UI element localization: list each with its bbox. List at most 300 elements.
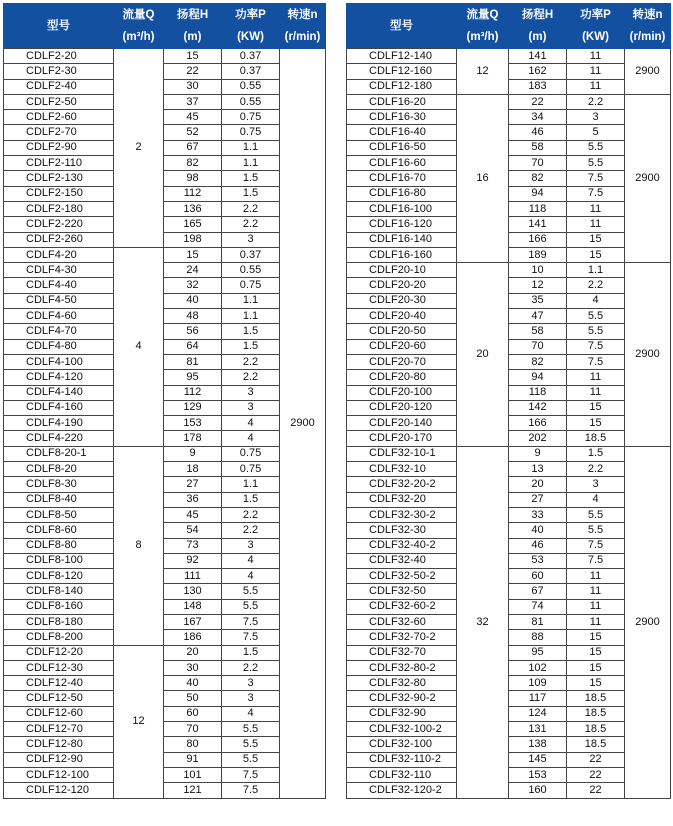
model-cell: CDLF2-90: [4, 140, 114, 155]
model-cell: CDLF8-80: [4, 538, 114, 553]
table-row: [4, 125, 326, 140]
model-cell: CDLF16-70: [347, 171, 457, 186]
head-cell: 12: [509, 278, 567, 293]
power-cell: 15: [567, 232, 625, 247]
header-power: 功率P: [567, 4, 625, 27]
table-row: [347, 49, 671, 64]
table-row: [4, 645, 326, 660]
table-row: [347, 462, 671, 477]
power-cell: 2.2: [222, 523, 280, 538]
power-cell: 4: [222, 706, 280, 721]
head-cell: 117: [509, 691, 567, 706]
table-row: [347, 584, 671, 599]
model-cell: CDLF8-50: [4, 507, 114, 522]
model-cell: CDLF20-120: [347, 400, 457, 415]
model-cell: CDLF32-30-2: [347, 507, 457, 522]
head-cell: 141: [509, 49, 567, 64]
power-cell: 15: [567, 630, 625, 645]
head-cell: 50: [164, 691, 222, 706]
power-cell: 2.2: [567, 462, 625, 477]
table-row: [4, 64, 326, 79]
head-cell: 109: [509, 676, 567, 691]
power-cell: 1.1: [222, 309, 280, 324]
power-cell: 5.5: [567, 324, 625, 339]
head-cell: 60: [509, 569, 567, 584]
head-cell: 46: [509, 125, 567, 140]
table-row: [347, 247, 671, 262]
model-cell: CDLF20-170: [347, 431, 457, 446]
model-cell: CDLF2-50: [4, 94, 114, 109]
model-cell: CDLF12-90: [4, 752, 114, 767]
head-cell: 95: [509, 645, 567, 660]
model-cell: CDLF2-260: [4, 232, 114, 247]
table-row: [347, 538, 671, 553]
model-cell: CDLF12-60: [4, 706, 114, 721]
head-cell: 9: [509, 446, 567, 461]
model-cell: CDLF32-70: [347, 645, 457, 660]
head-cell: 35: [509, 293, 567, 308]
head-cell: 145: [509, 752, 567, 767]
model-cell: CDLF16-80: [347, 186, 457, 201]
table-row: [347, 737, 671, 752]
power-cell: 11: [567, 370, 625, 385]
speed-cell: 2900: [280, 49, 326, 799]
power-cell: 22: [567, 783, 625, 798]
head-cell: 40: [509, 523, 567, 538]
table-row: [4, 232, 326, 247]
power-cell: 2.2: [222, 354, 280, 369]
table-row: [4, 94, 326, 109]
model-cell: CDLF2-70: [4, 125, 114, 140]
head-cell: 153: [164, 416, 222, 431]
power-cell: 5.5: [222, 584, 280, 599]
head-cell: 94: [509, 370, 567, 385]
head-cell: 81: [509, 614, 567, 629]
model-cell: CDLF4-60: [4, 309, 114, 324]
flow-cell: 2: [114, 49, 164, 248]
power-cell: 1.5: [222, 492, 280, 507]
power-cell: 7.5: [567, 354, 625, 369]
model-cell: CDLF12-70: [4, 722, 114, 737]
power-cell: 0.75: [222, 462, 280, 477]
model-cell: CDLF32-100: [347, 737, 457, 752]
head-cell: 112: [164, 385, 222, 400]
model-cell: CDLF12-20: [4, 645, 114, 660]
model-cell: CDLF32-10: [347, 462, 457, 477]
table-row: [4, 49, 326, 64]
table-row: [4, 569, 326, 584]
power-cell: 5: [567, 125, 625, 140]
table-row: [4, 752, 326, 767]
speed-cell: 2900: [625, 263, 671, 447]
power-cell: 5.5: [222, 599, 280, 614]
head-cell: 32: [164, 278, 222, 293]
model-cell: CDLF12-40: [4, 676, 114, 691]
table-row: [4, 354, 326, 369]
head-cell: 10: [509, 263, 567, 278]
power-cell: 11: [567, 201, 625, 216]
table-row: [347, 110, 671, 125]
header-flow-unit: (m³/h): [457, 26, 509, 49]
model-cell: CDLF8-40: [4, 492, 114, 507]
power-cell: 5.5: [567, 156, 625, 171]
head-cell: 45: [164, 110, 222, 125]
table-row: [347, 553, 671, 568]
table-row: [4, 293, 326, 308]
power-cell: 15: [567, 416, 625, 431]
table-row: [347, 186, 671, 201]
power-cell: 11: [567, 599, 625, 614]
header-model: 型号: [347, 4, 457, 49]
header-speed-unit: (r/min): [280, 26, 326, 49]
head-cell: 138: [509, 737, 567, 752]
head-cell: 9: [164, 446, 222, 461]
power-cell: 0.37: [222, 64, 280, 79]
pump-spec-table-right: [346, 3, 671, 799]
head-cell: 142: [509, 400, 567, 415]
power-cell: 4: [222, 416, 280, 431]
table-row: [347, 767, 671, 782]
head-cell: 121: [164, 783, 222, 798]
head-cell: 82: [509, 171, 567, 186]
model-cell: CDLF2-60: [4, 110, 114, 125]
power-cell: 18.5: [567, 431, 625, 446]
table-row: [347, 232, 671, 247]
head-cell: 101: [164, 767, 222, 782]
model-cell: CDLF12-50: [4, 691, 114, 706]
head-cell: 98: [164, 171, 222, 186]
power-cell: 7.5: [222, 783, 280, 798]
table-row: [347, 676, 671, 691]
model-cell: CDLF20-80: [347, 370, 457, 385]
table-row: [4, 538, 326, 553]
table-row: [4, 630, 326, 645]
table-row: [347, 140, 671, 155]
table-row: [347, 400, 671, 415]
table-row: [347, 385, 671, 400]
table-row: [4, 370, 326, 385]
model-cell: CDLF20-30: [347, 293, 457, 308]
table-row: [347, 569, 671, 584]
power-cell: 3: [567, 477, 625, 492]
flow-cell: 20: [457, 263, 509, 447]
power-cell: 22: [567, 752, 625, 767]
head-cell: 165: [164, 217, 222, 232]
head-cell: 73: [164, 538, 222, 553]
table-row: [4, 706, 326, 721]
power-cell: 22: [567, 767, 625, 782]
table-row: [347, 722, 671, 737]
power-cell: 3: [222, 385, 280, 400]
header-power-unit: (KW): [222, 26, 280, 49]
power-cell: 0.55: [222, 94, 280, 109]
power-cell: 3: [222, 400, 280, 415]
model-cell: CDLF32-110: [347, 767, 457, 782]
head-cell: 183: [509, 79, 567, 94]
model-cell: CDLF2-180: [4, 201, 114, 216]
table-row: [4, 201, 326, 216]
head-cell: 30: [164, 660, 222, 675]
head-cell: 202: [509, 431, 567, 446]
model-cell: CDLF20-20: [347, 278, 457, 293]
power-cell: 2.2: [222, 370, 280, 385]
model-cell: CDLF32-50-2: [347, 569, 457, 584]
power-cell: 18.5: [567, 706, 625, 721]
power-cell: 1.1: [222, 140, 280, 155]
model-cell: CDLF4-30: [4, 263, 114, 278]
head-cell: 22: [509, 94, 567, 109]
power-cell: 7.5: [567, 186, 625, 201]
head-cell: 56: [164, 324, 222, 339]
table-row: [347, 752, 671, 767]
table-row: [347, 523, 671, 538]
power-cell: 4: [567, 492, 625, 507]
power-cell: 7.5: [222, 767, 280, 782]
table-row: [347, 431, 671, 446]
flow-cell: 8: [114, 446, 164, 645]
table-row: [347, 614, 671, 629]
model-cell: CDLF16-100: [347, 201, 457, 216]
table-row: [4, 79, 326, 94]
table-row: [4, 614, 326, 629]
table-row: [347, 354, 671, 369]
table-row: [4, 660, 326, 675]
model-cell: CDLF16-50: [347, 140, 457, 155]
table-row: [4, 691, 326, 706]
power-cell: 1.5: [222, 324, 280, 339]
model-cell: CDLF4-20: [4, 247, 114, 262]
header-flow-unit: (m³/h): [114, 26, 164, 49]
power-cell: 15: [567, 676, 625, 691]
model-cell: CDLF12-120: [4, 783, 114, 798]
model-cell: CDLF2-130: [4, 171, 114, 186]
head-cell: 40: [164, 676, 222, 691]
header-speed: 转速n: [625, 4, 671, 27]
model-cell: CDLF2-110: [4, 156, 114, 171]
speed-cell: 2900: [625, 446, 671, 798]
model-cell: CDLF32-40: [347, 553, 457, 568]
table-row: [4, 737, 326, 752]
head-cell: 81: [164, 354, 222, 369]
model-cell: CDLF4-80: [4, 339, 114, 354]
table-row: [4, 110, 326, 125]
model-cell: CDLF4-70: [4, 324, 114, 339]
head-cell: 67: [164, 140, 222, 155]
table-row: [4, 599, 326, 614]
table-row: [4, 385, 326, 400]
head-cell: 148: [164, 599, 222, 614]
head-cell: 186: [164, 630, 222, 645]
model-cell: CDLF32-100-2: [347, 722, 457, 737]
model-cell: CDLF16-160: [347, 247, 457, 262]
head-cell: 130: [164, 584, 222, 599]
power-cell: 2.2: [222, 217, 280, 232]
head-cell: 189: [509, 247, 567, 262]
table-row: [347, 492, 671, 507]
head-cell: 129: [164, 400, 222, 415]
speed-cell: 2900: [625, 49, 671, 95]
power-cell: 2.2: [222, 660, 280, 675]
power-cell: 15: [567, 247, 625, 262]
table-row: [347, 324, 671, 339]
table-row: [347, 660, 671, 675]
head-cell: 22: [164, 64, 222, 79]
head-cell: 54: [164, 523, 222, 538]
head-cell: 166: [509, 232, 567, 247]
table-row: [4, 767, 326, 782]
power-cell: 2.2: [222, 201, 280, 216]
head-cell: 18: [164, 462, 222, 477]
head-cell: 102: [509, 660, 567, 675]
head-cell: 15: [164, 247, 222, 262]
table-row: [4, 676, 326, 691]
model-cell: CDLF32-60-2: [347, 599, 457, 614]
model-cell: CDLF8-160: [4, 599, 114, 614]
model-cell: CDLF4-120: [4, 370, 114, 385]
model-cell: CDLF12-160: [347, 64, 457, 79]
head-cell: 92: [164, 553, 222, 568]
model-cell: CDLF4-100: [4, 354, 114, 369]
power-cell: 5.5: [222, 737, 280, 752]
head-cell: 166: [509, 416, 567, 431]
model-cell: CDLF4-140: [4, 385, 114, 400]
head-cell: 20: [164, 645, 222, 660]
table-row: [4, 523, 326, 538]
table-row: [347, 599, 671, 614]
table-row: [347, 309, 671, 324]
table-row: [4, 247, 326, 262]
head-cell: 67: [509, 584, 567, 599]
table-row: [4, 171, 326, 186]
power-cell: 11: [567, 49, 625, 64]
power-cell: 11: [567, 569, 625, 584]
power-cell: 4: [222, 569, 280, 584]
power-cell: 3: [222, 232, 280, 247]
power-cell: 1.5: [222, 339, 280, 354]
model-cell: CDLF32-30: [347, 523, 457, 538]
head-cell: 58: [509, 324, 567, 339]
model-cell: CDLF32-90: [347, 706, 457, 721]
model-cell: CDLF16-140: [347, 232, 457, 247]
head-cell: 36: [164, 492, 222, 507]
model-cell: CDLF12-180: [347, 79, 457, 94]
power-cell: 7.5: [567, 171, 625, 186]
power-cell: 15: [567, 400, 625, 415]
power-cell: 3: [222, 538, 280, 553]
model-cell: CDLF32-60: [347, 614, 457, 629]
head-cell: 58: [509, 140, 567, 155]
table-row: [4, 462, 326, 477]
table-row: [347, 691, 671, 706]
head-cell: 162: [509, 64, 567, 79]
power-cell: 4: [567, 293, 625, 308]
model-cell: CDLF32-110-2: [347, 752, 457, 767]
model-cell: CDLF32-10-1: [347, 446, 457, 461]
table-row: [4, 309, 326, 324]
model-cell: CDLF16-20: [347, 94, 457, 109]
speed-cell: 2900: [625, 94, 671, 262]
head-cell: 30: [164, 79, 222, 94]
head-cell: 70: [509, 156, 567, 171]
flow-cell: 16: [457, 94, 509, 262]
header-speed-unit: (r/min): [625, 26, 671, 49]
table-row: [4, 156, 326, 171]
power-cell: 7.5: [567, 339, 625, 354]
flow-cell: 32: [457, 446, 509, 798]
head-cell: 37: [164, 94, 222, 109]
model-cell: CDLF16-60: [347, 156, 457, 171]
power-cell: 7.5: [222, 630, 280, 645]
table-row: [4, 783, 326, 798]
table-row: [4, 140, 326, 155]
table-row: [347, 201, 671, 216]
model-cell: CDLF12-80: [4, 737, 114, 752]
power-cell: 3: [567, 110, 625, 125]
table-row: [347, 339, 671, 354]
head-cell: 111: [164, 569, 222, 584]
model-cell: CDLF8-20: [4, 462, 114, 477]
head-cell: 82: [164, 156, 222, 171]
head-cell: 27: [164, 477, 222, 492]
power-cell: 11: [567, 584, 625, 599]
model-cell: CDLF32-50: [347, 584, 457, 599]
model-cell: CDLF12-100: [4, 767, 114, 782]
head-cell: 80: [164, 737, 222, 752]
model-cell: CDLF8-60: [4, 523, 114, 538]
power-cell: 0.75: [222, 110, 280, 125]
head-cell: 27: [509, 492, 567, 507]
head-cell: 124: [509, 706, 567, 721]
header-head-unit: (m): [509, 26, 567, 49]
table-row: [4, 263, 326, 278]
header-head: 扬程H: [509, 4, 567, 27]
head-cell: 24: [164, 263, 222, 278]
head-cell: 70: [509, 339, 567, 354]
head-cell: 82: [509, 354, 567, 369]
power-cell: 5.5: [222, 752, 280, 767]
table-row: [4, 400, 326, 415]
power-cell: 1.1: [222, 156, 280, 171]
table-row: [4, 492, 326, 507]
table-row: [4, 507, 326, 522]
model-cell: CDLF2-220: [4, 217, 114, 232]
head-cell: 40: [164, 293, 222, 308]
power-cell: 5.5: [222, 722, 280, 737]
model-cell: CDLF4-160: [4, 400, 114, 415]
model-cell: CDLF2-40: [4, 79, 114, 94]
table-row: [4, 722, 326, 737]
table-row: [347, 706, 671, 721]
power-cell: 5.5: [567, 309, 625, 324]
head-cell: 47: [509, 309, 567, 324]
power-cell: 0.75: [222, 125, 280, 140]
table-row: [347, 156, 671, 171]
pump-spec-table-left: [3, 3, 326, 799]
table-row: [347, 645, 671, 660]
power-cell: 3: [222, 691, 280, 706]
head-cell: 160: [509, 783, 567, 798]
table-row: [4, 339, 326, 354]
table-row: [347, 125, 671, 140]
power-cell: 1.5: [222, 645, 280, 660]
head-cell: 136: [164, 201, 222, 216]
table-row: [347, 293, 671, 308]
head-cell: 52: [164, 125, 222, 140]
power-cell: 1.5: [222, 171, 280, 186]
header-head-unit: (m): [164, 26, 222, 49]
head-cell: 64: [164, 339, 222, 354]
head-cell: 45: [164, 507, 222, 522]
